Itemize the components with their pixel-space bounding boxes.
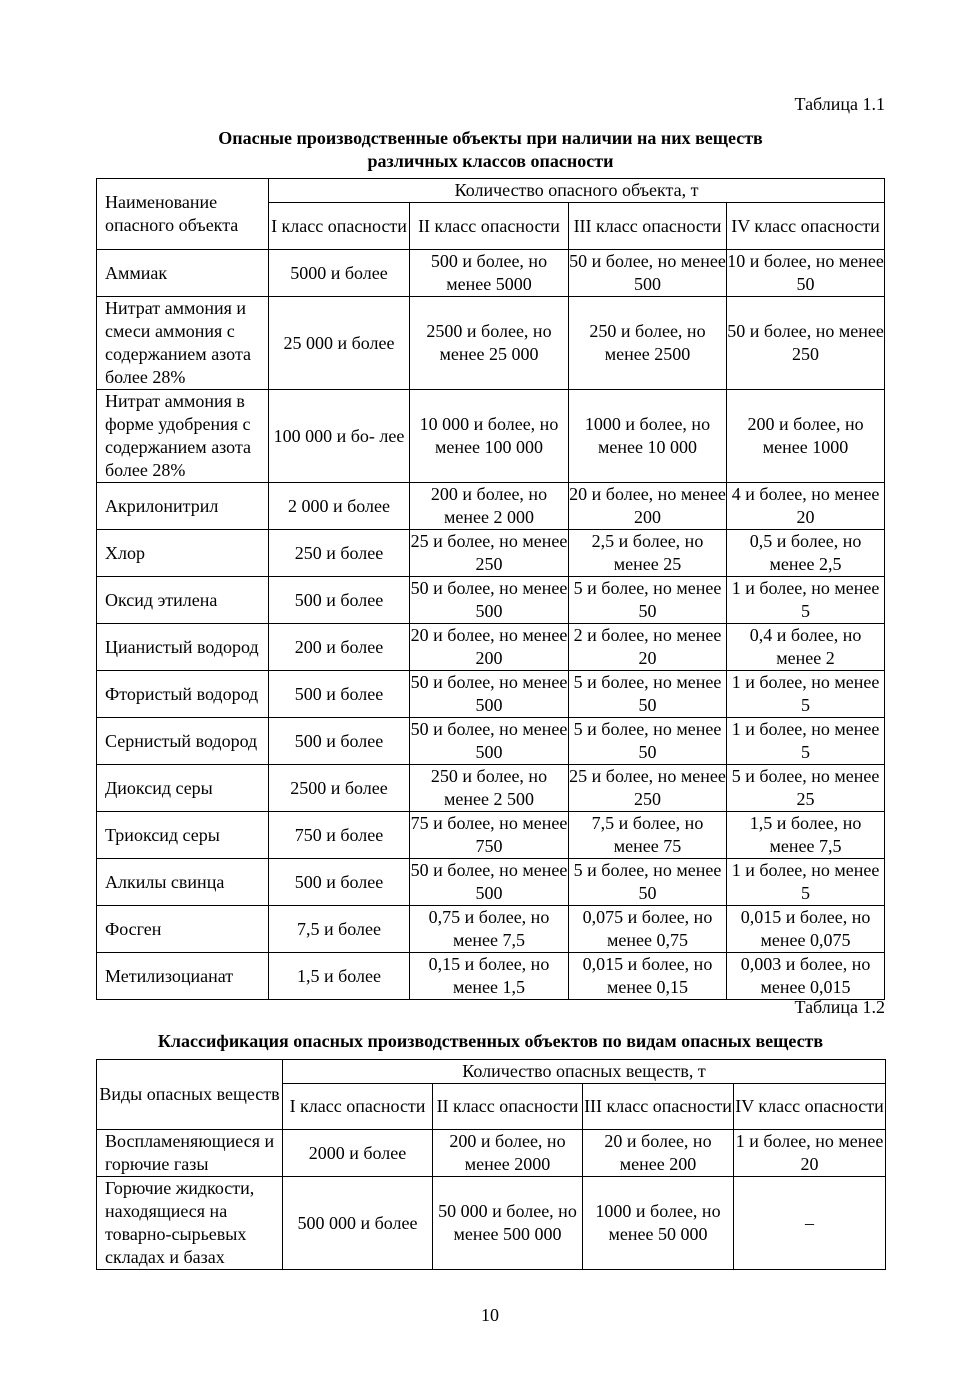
table-2-label: Таблица 1.2	[794, 997, 885, 1017]
class-1-value: 5000 и более	[269, 250, 410, 297]
table-1-caption	[96, 127, 885, 173]
class-2-value: 20 и более, но менее 200	[410, 624, 569, 671]
class-2-value: 50 000 и более, но менее 500 000	[433, 1177, 583, 1270]
class-4-value: –	[734, 1177, 886, 1270]
substance-name: Фосген	[97, 906, 269, 953]
class-2-value: 50 и более, но менее 500	[410, 718, 569, 765]
table-row	[97, 297, 885, 390]
table-1-caption-line-2: различных классов опасности	[367, 151, 614, 171]
class-3-value: 5 и более, но менее 50	[569, 718, 727, 765]
table-row	[97, 483, 885, 530]
page-number: 10	[481, 1305, 499, 1325]
class-2-value: 50 и более, но менее 500	[410, 859, 569, 906]
class-1-value: 500 и более	[269, 671, 410, 718]
class-1-value: 2500 и более	[269, 765, 410, 812]
class-3-value: 25 и более, но менее 250	[569, 765, 727, 812]
class-4-value: 10 и более, но менее 50	[727, 250, 885, 297]
class-3-value: 2 и более, но менее 20	[569, 624, 727, 671]
substance-name: Триоксид серы	[97, 812, 269, 859]
class-1-value: 200 и более	[269, 624, 410, 671]
substance-name: Хлор	[97, 530, 269, 577]
table-2-header-name: Виды опасных веществ	[97, 1060, 283, 1130]
class-3-value: 20 и более, но менее 200	[569, 483, 727, 530]
class-2-value: 0,75 и более, но менее 7,5	[410, 906, 569, 953]
class-1-value: 250 и более	[269, 530, 410, 577]
table-2-header-class-1: I класс опасности	[283, 1084, 433, 1130]
class-2-value: 75 и более, но менее 750	[410, 812, 569, 859]
table-row	[97, 953, 885, 1000]
table-row	[97, 812, 885, 859]
class-4-value: 4 и более, но менее 20	[727, 483, 885, 530]
class-1-value: 25 000 и более	[269, 297, 410, 390]
class-1-value: 2 000 и более	[269, 483, 410, 530]
table-1-header-quantity: Количество опасного объекта, т	[269, 179, 885, 203]
class-2-value: 200 и более, но менее 2 000	[410, 483, 569, 530]
table-row	[97, 577, 885, 624]
class-4-value: 0,003 и более, но менее 0,015	[727, 953, 885, 1000]
substance-name: Оксид этилена	[97, 577, 269, 624]
class-4-value: 1 и более, но менее 5	[727, 718, 885, 765]
substance-type: Горючие жидкости, находящиеся на товарно-сырьевых складах и базах	[97, 1177, 283, 1270]
table-1-header-class-4: IV класс опасности	[727, 203, 885, 250]
table-row	[97, 1177, 886, 1270]
substance-name: Алкилы свинца	[97, 859, 269, 906]
class-4-value: 0,015 и более, но менее 0,075	[727, 906, 885, 953]
substance-name: Фтористый водород	[97, 671, 269, 718]
substance-name: Акрилонитрил	[97, 483, 269, 530]
table-row	[97, 859, 885, 906]
class-1-value: 500 и более	[269, 577, 410, 624]
table-1-header-class-3: III класс опасности	[569, 203, 727, 250]
class-1-value: 1,5 и более	[269, 953, 410, 1000]
table-1-header-name: Наименование опасного объекта	[97, 179, 269, 250]
class-4-value: 0,5 и более, но менее 2,5	[727, 530, 885, 577]
class-3-value: 5 и более, но менее 50	[569, 859, 727, 906]
class-4-value: 1 и более, но менее 5	[727, 671, 885, 718]
table-row	[97, 530, 885, 577]
class-1-value: 500 000 и более	[283, 1177, 433, 1270]
class-3-value: 1000 и более, но менее 50 000	[583, 1177, 734, 1270]
class-2-value: 25 и более, но менее 250	[410, 530, 569, 577]
table-row	[97, 906, 885, 953]
table-1-caption-line-1: Опасные производственные объекты при наличии на них веществ	[218, 128, 763, 148]
table-row	[97, 765, 885, 812]
class-1-value: 7,5 и более	[269, 906, 410, 953]
class-2-value: 200 и более, но менее 2000	[433, 1130, 583, 1177]
class-1-value: 500 и более	[269, 718, 410, 765]
table-2-header-quantity: Количество опасных веществ, т	[283, 1060, 886, 1084]
class-1-value: 100 000 и бо- лее	[269, 390, 410, 483]
class-2-value: 50 и более, но менее 500	[410, 671, 569, 718]
table-row	[97, 671, 885, 718]
substance-name: Аммиак	[97, 250, 269, 297]
class-2-value: 50 и более, но менее 500	[410, 577, 569, 624]
table-row	[97, 250, 885, 297]
table-2-header-class-2: II класс опасности	[433, 1084, 583, 1130]
class-3-value: 5 и более, но менее 50	[569, 671, 727, 718]
class-4-value: 0,4 и более, но менее 2	[727, 624, 885, 671]
class-4-value: 1 и более, но менее 5	[727, 577, 885, 624]
class-3-value: 1000 и более, но менее 10 000	[569, 390, 727, 483]
table-1-label: Таблица 1.1	[794, 94, 885, 114]
class-2-value: 0,15 и более, но менее 1,5	[410, 953, 569, 1000]
class-1-value: 750 и более	[269, 812, 410, 859]
class-3-value: 2,5 и более, но менее 25	[569, 530, 727, 577]
class-3-value: 250 и более, но менее 2500	[569, 297, 727, 390]
class-3-value: 20 и более, но менее 200	[583, 1130, 734, 1177]
class-4-value: 1 и более, но менее 20	[734, 1130, 886, 1177]
table-2-caption: Классификация опасных производственных объектов по видам опасных веществ	[157, 1031, 824, 1051]
table-2-header-class-3: III класс опасности	[583, 1084, 734, 1130]
table-row	[97, 624, 885, 671]
class-2-value: 500 и более, но менее 5000	[410, 250, 569, 297]
class-3-value: 0,075 и более, но менее 0,75	[569, 906, 727, 953]
class-4-value: 1,5 и более, но менее 7,5	[727, 812, 885, 859]
table-row	[97, 718, 885, 765]
class-4-value: 5 и более, но менее 25	[727, 765, 885, 812]
substance-name: Цианистый водород	[97, 624, 269, 671]
class-1-value: 2000 и более	[283, 1130, 433, 1177]
class-2-value: 250 и более, но менее 2 500	[410, 765, 569, 812]
table-row	[97, 390, 885, 483]
class-3-value: 5 и более, но менее 50	[569, 577, 727, 624]
class-3-value: 0,015 и более, но менее 0,15	[569, 953, 727, 1000]
substance-type: Воспламеняющиеся и горючие газы	[97, 1130, 283, 1177]
substance-name: Диоксид серы	[97, 765, 269, 812]
substance-name: Сернистый водород	[97, 718, 269, 765]
substance-name: Нитрат аммония и смеси аммония с содержанием азота более 28%	[97, 297, 269, 390]
table-2-header-class-4: IV класс опасности	[734, 1084, 886, 1130]
table-2	[96, 1059, 886, 1270]
class-3-value: 7,5 и более, но менее 75	[569, 812, 727, 859]
class-4-value: 200 и более, но менее 1000	[727, 390, 885, 483]
class-1-value: 500 и более	[269, 859, 410, 906]
class-4-value: 50 и более, но менее 250	[727, 297, 885, 390]
class-4-value: 1 и более, но менее 5	[727, 859, 885, 906]
class-2-value: 10 000 и более, но менее 100 000	[410, 390, 569, 483]
table-1-header-class-2: II класс опасности	[410, 203, 569, 250]
table-1-header-class-1: I класс опасности	[269, 203, 410, 250]
substance-name: Метилизоцианат	[97, 953, 269, 1000]
table-row	[97, 1130, 886, 1177]
class-2-value: 2500 и более, но менее 25 000	[410, 297, 569, 390]
table-1	[96, 178, 885, 1000]
substance-name: Нитрат аммония в форме удобрения с содержанием азота более 28%	[97, 390, 269, 483]
class-3-value: 50 и более, но менее 500	[569, 250, 727, 297]
